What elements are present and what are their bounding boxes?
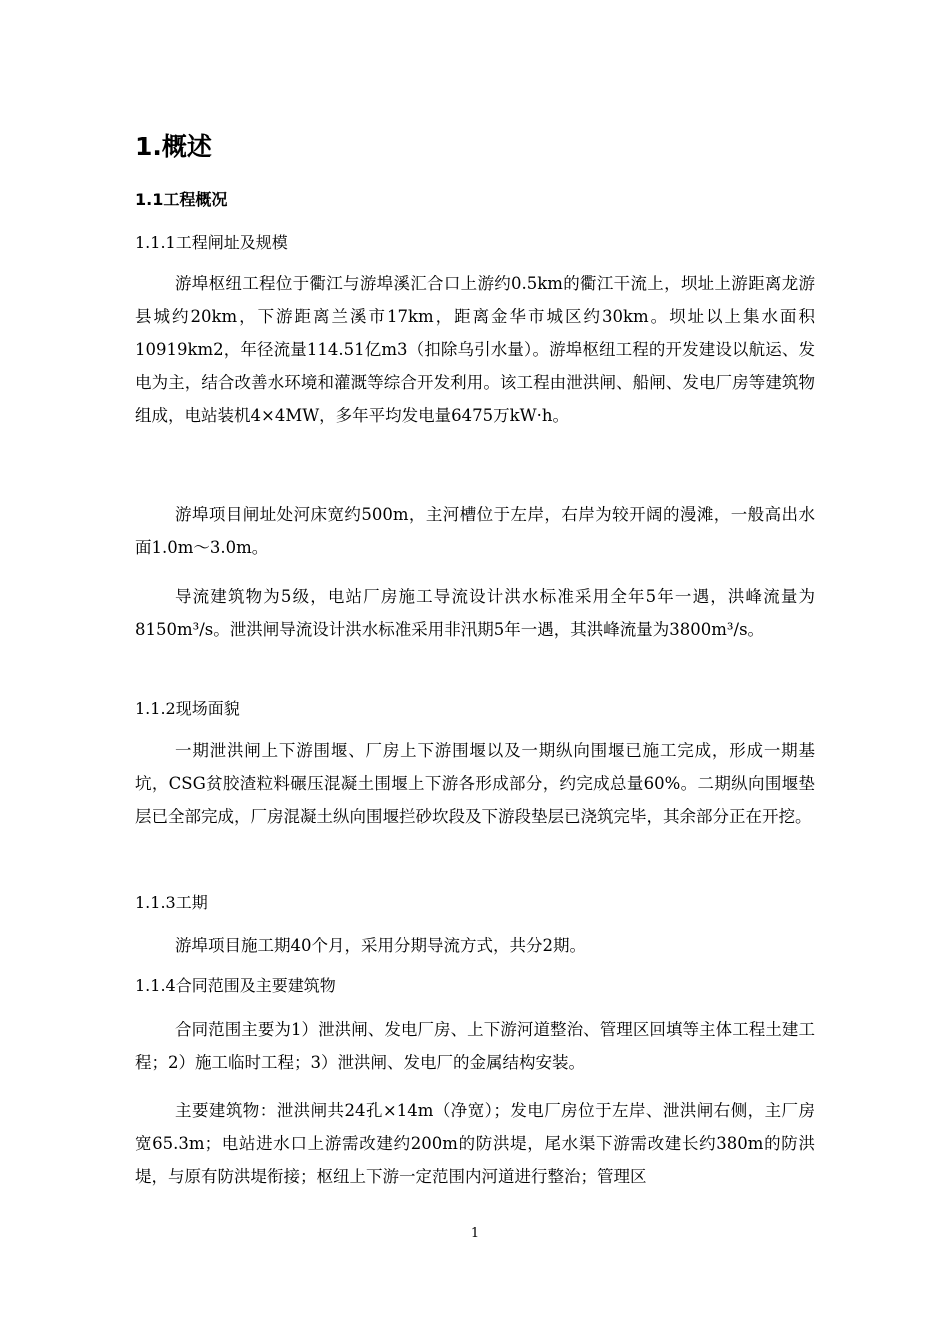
paragraph-diversion-standard: 导流建筑物为5级，电站厂房施工导流设计洪水标准采用全年5年一遇，洪峰流量为8150m³/s。泄洪闸导流设计洪水标准采用非汛期5年一遇，其洪峰流量为3800m³/s。: [135, 587, 815, 639]
chapter-heading: 1.概述: [135, 132, 212, 161]
paragraph-schedule: 游埠项目施工期40个月，采用分期导流方式，共分2期。: [175, 936, 586, 955]
section-heading-project-overview: 1.1工程概况: [135, 190, 228, 209]
page-number: 1: [470, 1226, 480, 1241]
subsection-heading-contract-scope: 1.1.4合同范围及主要建筑物: [135, 976, 336, 995]
paragraph-riverbed: 游埠项目闸址处河床宽约500m，主河槽位于左岸，右岸为较开阔的漫滩，一般高出水面1.0m～3.0m。: [135, 505, 815, 557]
subsection-heading-site-status: 1.1.2现场面貌: [135, 699, 240, 718]
subsection-heading-schedule: 1.1.3工期: [135, 893, 208, 912]
paragraph-site-status: 一期泄洪闸上下游围堰、厂房上下游围堰以及一期纵向围堰已施工完成，形成一期基坑，CSG贫胶渣粒料碾压混凝土围堰上下游各形成部分，约完成总量60%。二期纵向围堰垫层已全部完成，厂房混凝土纵向围堰拦砂坎段及下游段垫层已浇筑完毕，其余部分正在开挖。: [135, 741, 815, 826]
subsection-heading-site-and-scale: 1.1.1工程闸址及规模: [135, 233, 288, 252]
paragraph-main-structures: 主要建筑物：泄洪闸共24孔×14m（净宽）；发电厂房位于左岸、泄洪闸右侧，主厂房宽65.3m；电站进水口上游需改建约200m的防洪堤，尾水渠下游需改建长约380m的防洪堤，与原有防洪堤衔接；枢纽上下游一定范围内河道进行整治；管理区: [135, 1101, 815, 1186]
paragraph-project-location: 游埠枢纽工程位于衢江与游埠溪汇合口上游约0.5km的衢江干流上，坝址上游距离龙游县城约20km，下游距离兰溪市17km，距离金华市城区约30km。坝址以上集水面积10919km2，年径流量114.51亿m3（扣除乌引水量）。游埠枢纽工程的开发建设以航运、发电为主，结合改善水环境和灌溉等综合开发利用。该工程由泄洪闸、船闸、发电厂房等建筑物组成，电站装机4×4MW，多年平均发电量6475万kW·h。: [135, 274, 815, 425]
paragraph-contract-scope: 合同范围主要为1）泄洪闸、发电厂房、上下游河道整治、管理区回填等主体工程土建工程；2）施工临时工程；3）泄洪闸、发电厂的金属结构安装。: [135, 1020, 815, 1072]
